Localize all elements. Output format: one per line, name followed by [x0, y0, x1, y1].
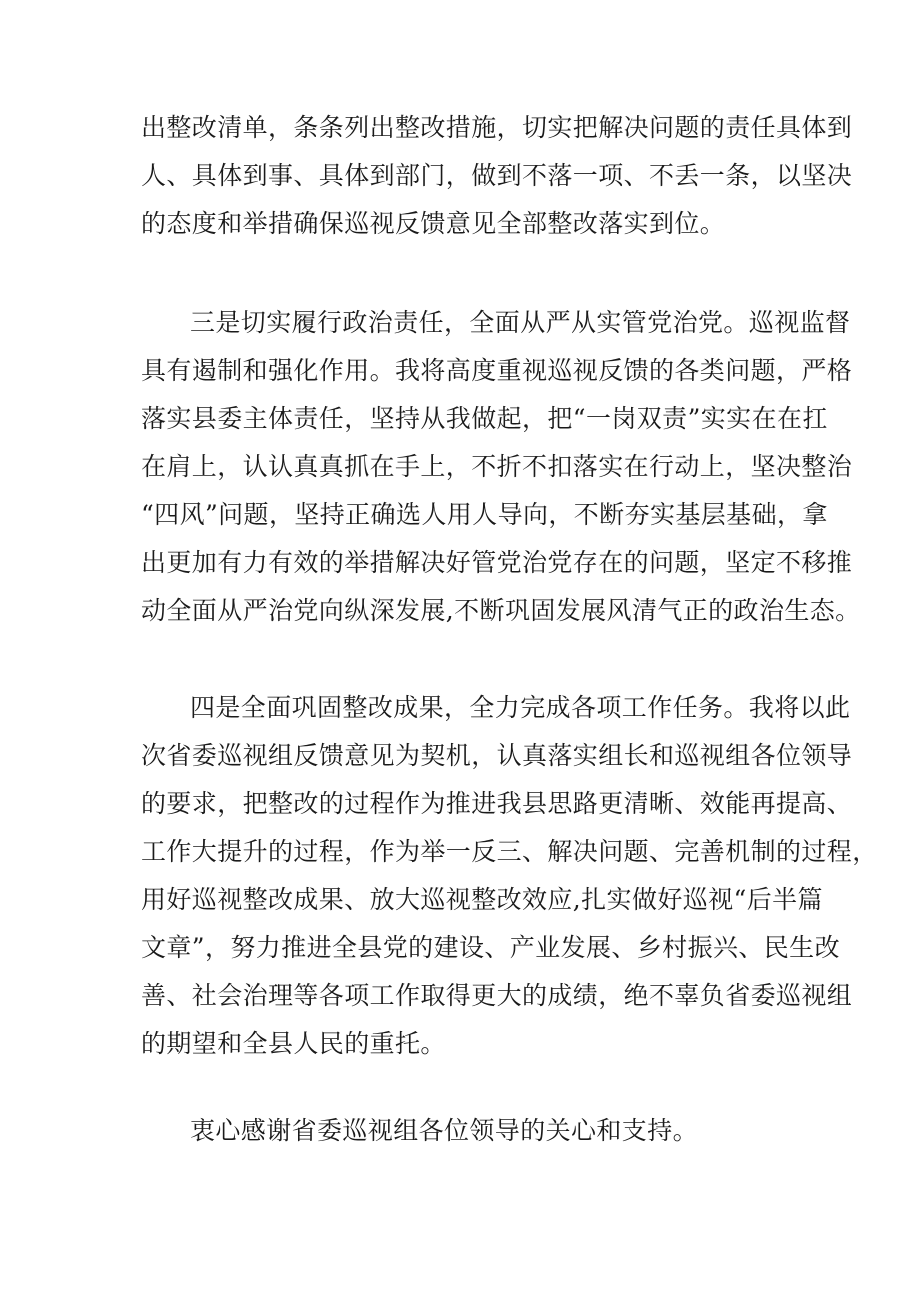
paragraph-line: 落实县委主体责任，坚持从我做起，把“一岗双责”实实在在扛 [141, 404, 828, 433]
paragraph-line: 善、社会治理等各项工作取得更大的成绩，绝不辜负省委巡视组 [141, 981, 853, 1010]
paragraph-line: 次省委巡视组反馈意见为契机，认真落实组长和巡视组各位领导 [141, 741, 853, 770]
paragraph-line: 四是全面巩固整改成果，全力完成各项工作任务。我将以此 [190, 693, 851, 722]
paragraph-line: “四风”问题，坚持正确选人用人导向，不断夯实基层基础，拿 [141, 500, 828, 529]
paragraph-line: 动全面从严治党向纵深发展,不断巩固发展风清气正的政治生态。 [141, 596, 861, 625]
paragraph-line: 人、具体到事、具体到部门，做到不落一项、不丢一条，以坚决 [141, 161, 853, 190]
paragraph-line: 的要求，把整改的过程作为推进我县思路更清晰、效能再提高、 [141, 789, 853, 818]
paragraph-line: 衷心感谢省委巡视组各位领导的关心和支持。 [190, 1116, 699, 1145]
paragraph-line: 三是切实履行政治责任，全面从严从实管党治党。巡视监督 [190, 308, 851, 337]
paragraph-line: 的态度和举措确保巡视反馈意见全部整改落实到位。 [141, 209, 726, 238]
paragraph-line: 出更加有力有效的举措解决好管党治党存在的问题，坚定不移推 [141, 548, 853, 577]
paragraph-4 [141, 1107, 796, 1155]
paragraph-line: 用好巡视整改成果、放大巡视整改效应,扎实做好巡视“后半篇 [141, 885, 823, 914]
paragraph-line: 出整改清单，条条列出整改措施，切实把解决问题的责任具体到 [141, 113, 853, 142]
paragraph-line: 具有遏制和强化作用。我将高度重视巡视反馈的各类问题，严格 [141, 356, 853, 385]
paragraph-line: 的期望和全县人民的重托。 [141, 1029, 446, 1058]
paragraph-3 [141, 684, 878, 1068]
paragraph-2 [141, 299, 861, 635]
paragraph-1 [141, 104, 853, 248]
paragraph-line: 工作大提升的过程，作为举一反三、解决问题、完善机制的过程， [141, 837, 878, 866]
paragraph-line: 在肩上，认认真真抓在手上，不折不扣落实在行动上，坚决整治 [141, 452, 853, 481]
paragraph-line: 文章”，努力推进全县党的建设、产业发展、乡村振兴、民生改 [141, 933, 840, 962]
